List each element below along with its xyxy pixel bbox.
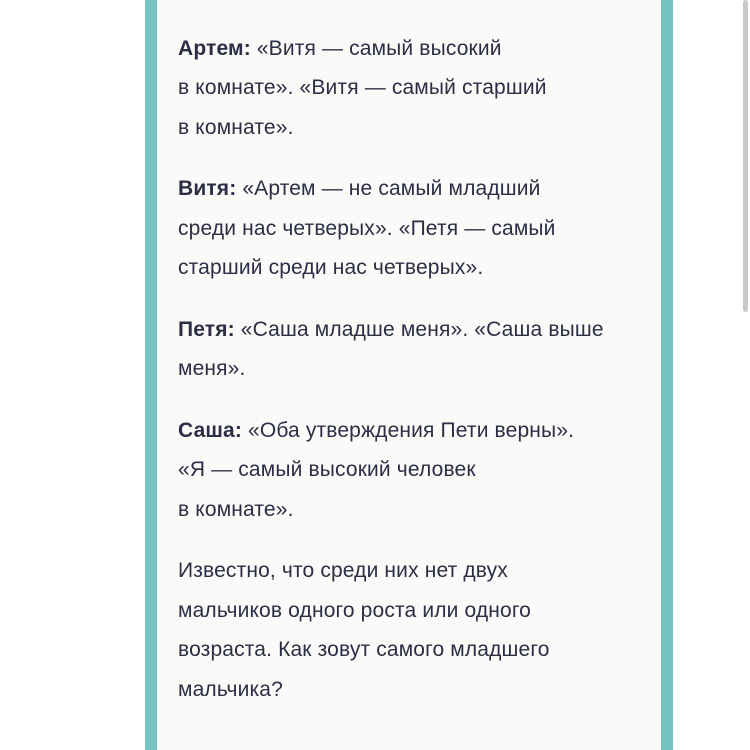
page-scrollbar[interactable] bbox=[740, 0, 750, 750]
intro-line bbox=[178, 0, 648, 7]
intro-paragraph bbox=[178, 0, 648, 7]
scrollbar-thumb[interactable] bbox=[743, 0, 748, 312]
speaker-name: Артем: bbox=[178, 36, 251, 60]
article-card bbox=[157, 0, 661, 750]
statement-text: «Оба утверждения Пети верны». bbox=[242, 418, 575, 442]
statement-line: в комнате». bbox=[178, 497, 294, 521]
statement-line: «Я — самый высокий человек bbox=[178, 458, 476, 481]
statement-line bbox=[178, 310, 648, 350]
statement-text: «Саша младше меня». «Саша выше bbox=[234, 317, 604, 341]
question-line: мальчиков одного роста или одного bbox=[178, 598, 532, 622]
statement-text: «Артем — не самый младший bbox=[236, 177, 541, 200]
statement-line: в комнате». bbox=[178, 115, 294, 139]
question-line: возраста. Как зовут самого младшего bbox=[178, 638, 550, 661]
statement-artem bbox=[178, 29, 648, 148]
statement-text: «Витя — самый высокий bbox=[250, 36, 502, 60]
statement-line bbox=[178, 29, 648, 69]
question-line: мальчика? bbox=[178, 677, 283, 701]
speaker-name: Петя: bbox=[178, 317, 235, 341]
statement-sasha bbox=[178, 411, 648, 530]
statement-petya bbox=[178, 310, 648, 389]
statement-line: меня». bbox=[178, 357, 246, 380]
statement-line: в комнате». «Витя — самый старший bbox=[178, 76, 547, 99]
article-frame bbox=[145, 0, 673, 750]
speaker-name: Витя: bbox=[178, 177, 237, 200]
statement-line: среди нас четверых». «Петя — самый bbox=[178, 216, 556, 240]
statement-vitya bbox=[178, 169, 648, 288]
article-content bbox=[178, 0, 648, 731]
question-line: Известно, что среди них нет двух bbox=[178, 559, 508, 582]
speaker-name: Саша: bbox=[178, 418, 243, 442]
statement-line bbox=[178, 169, 648, 209]
question-paragraph bbox=[178, 551, 648, 709]
statement-line: старший среди нас четверых». bbox=[178, 256, 484, 279]
statement-line bbox=[178, 411, 648, 451]
